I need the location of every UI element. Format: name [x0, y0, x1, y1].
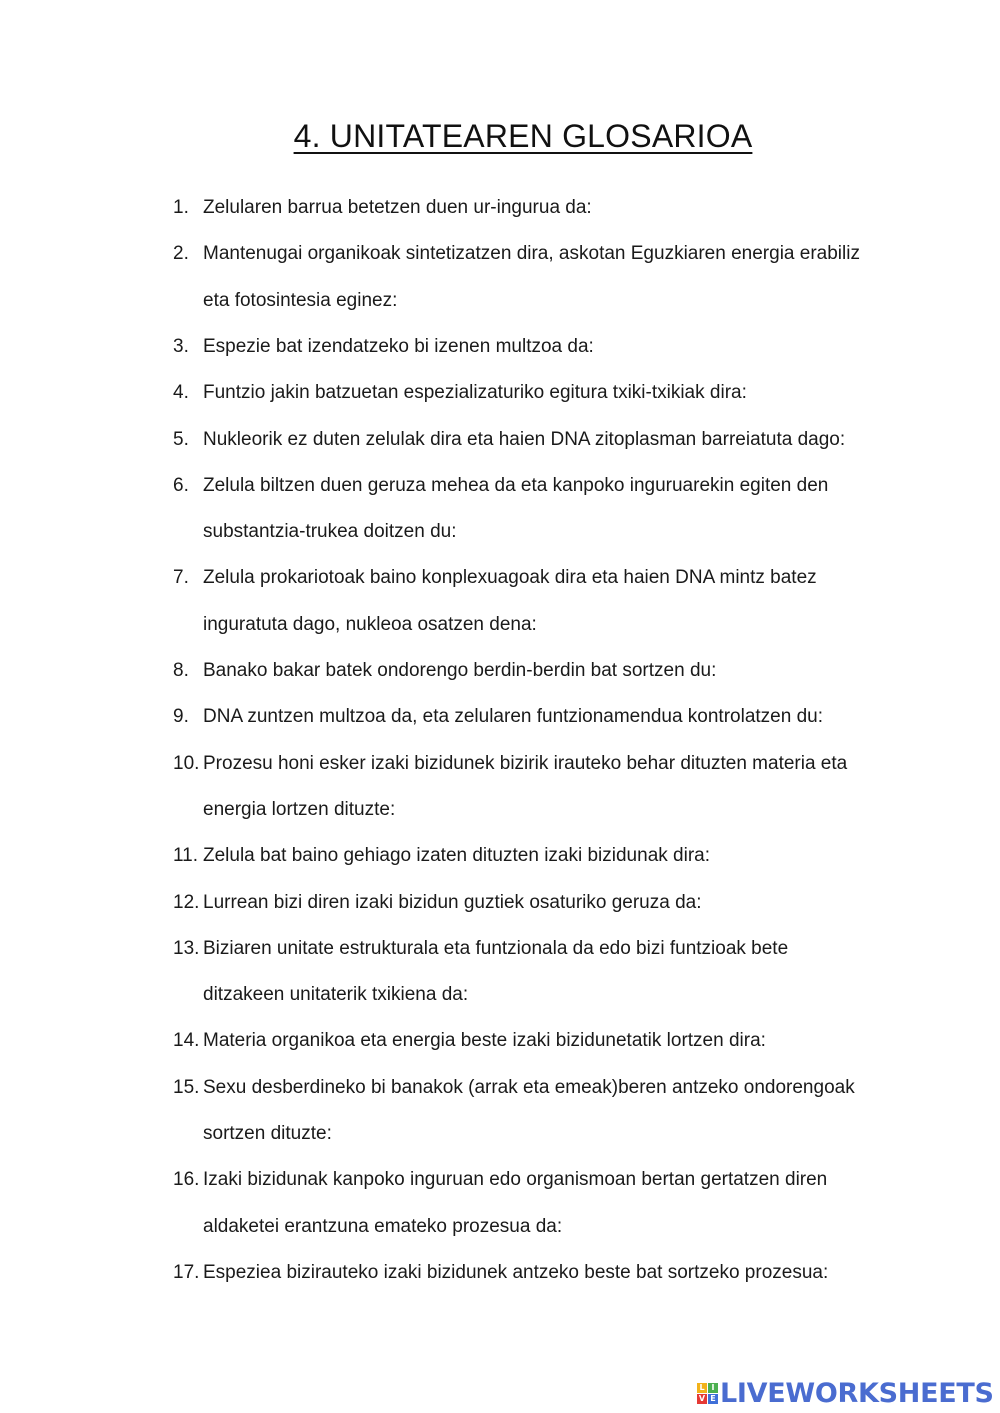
- glossary-item: [0, 694, 1000, 740]
- glossary-item: [0, 741, 1000, 787]
- glossary-item: [0, 370, 1000, 416]
- glossary-item-text: Materia organikoa eta energia beste izaki bizidunetatik lortzen dira:: [203, 1030, 766, 1052]
- glossary-item: [0, 648, 1000, 694]
- glossary-item-text: Zelula bat baino gehiago izaten dituzten izaki bizidunak dira:: [203, 845, 710, 867]
- glossary-item-continuation: [0, 1111, 1000, 1157]
- glossary-item-text: Prozesu honi esker izaki bizidunek bizirik irauteko behar dituzten materia eta: [203, 752, 848, 774]
- glossary-item-number: 11.: [173, 845, 199, 867]
- glossary-item: [0, 417, 1000, 463]
- glossary-item-text: eta fotosintesia eginez:: [203, 289, 398, 311]
- glossary-item-number: 16.: [173, 1169, 200, 1191]
- glossary-item-text: Nukleorik ez duten zelulak dira eta haien DNA zitoplasman barreiatuta dago:: [203, 428, 846, 450]
- glossary-item-number: 12.: [173, 891, 200, 913]
- glossary-item-text: Funtzio jakin batzuetan espezializaturiko egitura txiki-txikiak dira:: [203, 382, 747, 404]
- glossary-item-number: 17.: [173, 1261, 200, 1283]
- glossary-item-text: Lurrean bizi diren izaki bizidun guztiek osaturiko geruza da:: [203, 891, 702, 913]
- glossary-item-number: 13.: [173, 937, 200, 959]
- glossary-item-number: 7.: [173, 567, 189, 589]
- glossary-item-text: Izaki bizidunak kanpoko inguruan edo organismoan bertan gertatzen diren: [203, 1169, 828, 1191]
- glossary-item-text: Espezie bat izendatzeko bi izenen multzoa da:: [203, 335, 594, 357]
- glossary-item-text: energia lortzen dituzte:: [203, 798, 396, 820]
- glossary-item-number: 10.: [173, 752, 200, 774]
- glossary-item: [0, 463, 1000, 509]
- glossary-item: [0, 880, 1000, 926]
- glossary-item-number: 2.: [173, 243, 189, 265]
- glossary-item: [0, 1157, 1000, 1203]
- glossary-item-number: 5.: [173, 428, 189, 450]
- glossary-item-number: 15.: [173, 1076, 200, 1098]
- logo-mark-tile: V: [698, 1393, 706, 1403]
- glossary-item-text: Sexu desberdineko bi banakok (arrak eta emeak)beren antzeko ondorengoak: [203, 1076, 855, 1098]
- glossary-item: [0, 1018, 1000, 1064]
- glossary-item-text: Banako bakar batek ondorengo berdin-berdin bat sortzen du:: [203, 660, 717, 681]
- glossary-item: [0, 231, 1000, 277]
- glossary-item-text: Mantenugai organikoak sintetizatzen dira, askotan Eguzkiaren energia erabiliz: [203, 243, 860, 265]
- glossary-item: [0, 1065, 1000, 1111]
- liveworksheets-logo-mark: [697, 1383, 718, 1404]
- glossary-item: [0, 555, 1000, 601]
- glossary-item-number: 1.: [173, 197, 189, 218]
- glossary-item-number: 9.: [173, 706, 189, 728]
- glossary-item-continuation: [0, 509, 1000, 555]
- logo-mark-tile: E: [708, 1394, 718, 1404]
- glossary-item-number: 4.: [173, 382, 189, 404]
- glossary-item: [0, 1250, 1000, 1296]
- logo-mark-tile: L: [697, 1383, 707, 1393]
- glossary-item-text: Biziaren unitate estrukturala eta funtzionala da edo bizi funtzioak bete: [203, 937, 789, 959]
- glossary-item-text: Zelula biltzen duen geruza mehea da eta kanpoko inguruarekin egiten den: [203, 474, 829, 496]
- glossary-item-continuation: [0, 787, 1000, 833]
- glossary-item: [0, 833, 1000, 879]
- glossary-item-number: 6.: [173, 474, 189, 496]
- glossary-item-text: ditzakeen unitaterik txikiena da:: [203, 984, 469, 1006]
- glossary-item-number: 3.: [173, 335, 189, 357]
- glossary-item-text: Zelula prokariotoak baino konplexuagoak dira eta haien DNA mintz batez: [203, 567, 817, 589]
- liveworksheets-logo: [697, 1378, 994, 1408]
- liveworksheets-logo-text: LIVEWORKSHEETS: [720, 1377, 994, 1409]
- glossary-item: [0, 185, 1000, 231]
- glossary-item-text: substantzia-trukea doitzen du:: [203, 521, 457, 543]
- glossary-item: [0, 926, 1000, 972]
- glossary-item-continuation: [0, 1204, 1000, 1250]
- glossary-item-text: DNA zuntzen multzoa da, eta zelularen funtzionamendua kontrolatzen du:: [203, 706, 823, 728]
- glossary-item-continuation: [0, 972, 1000, 1018]
- glossary-item-continuation: [0, 602, 1000, 648]
- glossary-item-text: Espeziea bizirauteko izaki bizidunek antzeko beste bat sortzeko prozesua:: [203, 1261, 829, 1283]
- glossary-item: [0, 324, 1000, 370]
- glossary-item-text: aldaketei erantzuna emateko prozesua da:: [203, 1215, 563, 1237]
- glossary-item-number: 14.: [173, 1030, 200, 1052]
- logo-mark-tile: I: [708, 1383, 718, 1393]
- glossary-item-text: sortzen dituzte:: [203, 1123, 332, 1144]
- glossary-item-text: inguratuta dago, nukleoa osatzen dena:: [203, 613, 537, 635]
- glossary-item-continuation: [0, 278, 1000, 324]
- document-title-text: 4. UNITATEAREN GLOSARIOA: [293, 118, 753, 154]
- glossary-item-number: 8.: [173, 660, 189, 681]
- glossary-item-text: Zelularen barrua betetzen duen ur-ingurua da:: [203, 197, 592, 218]
